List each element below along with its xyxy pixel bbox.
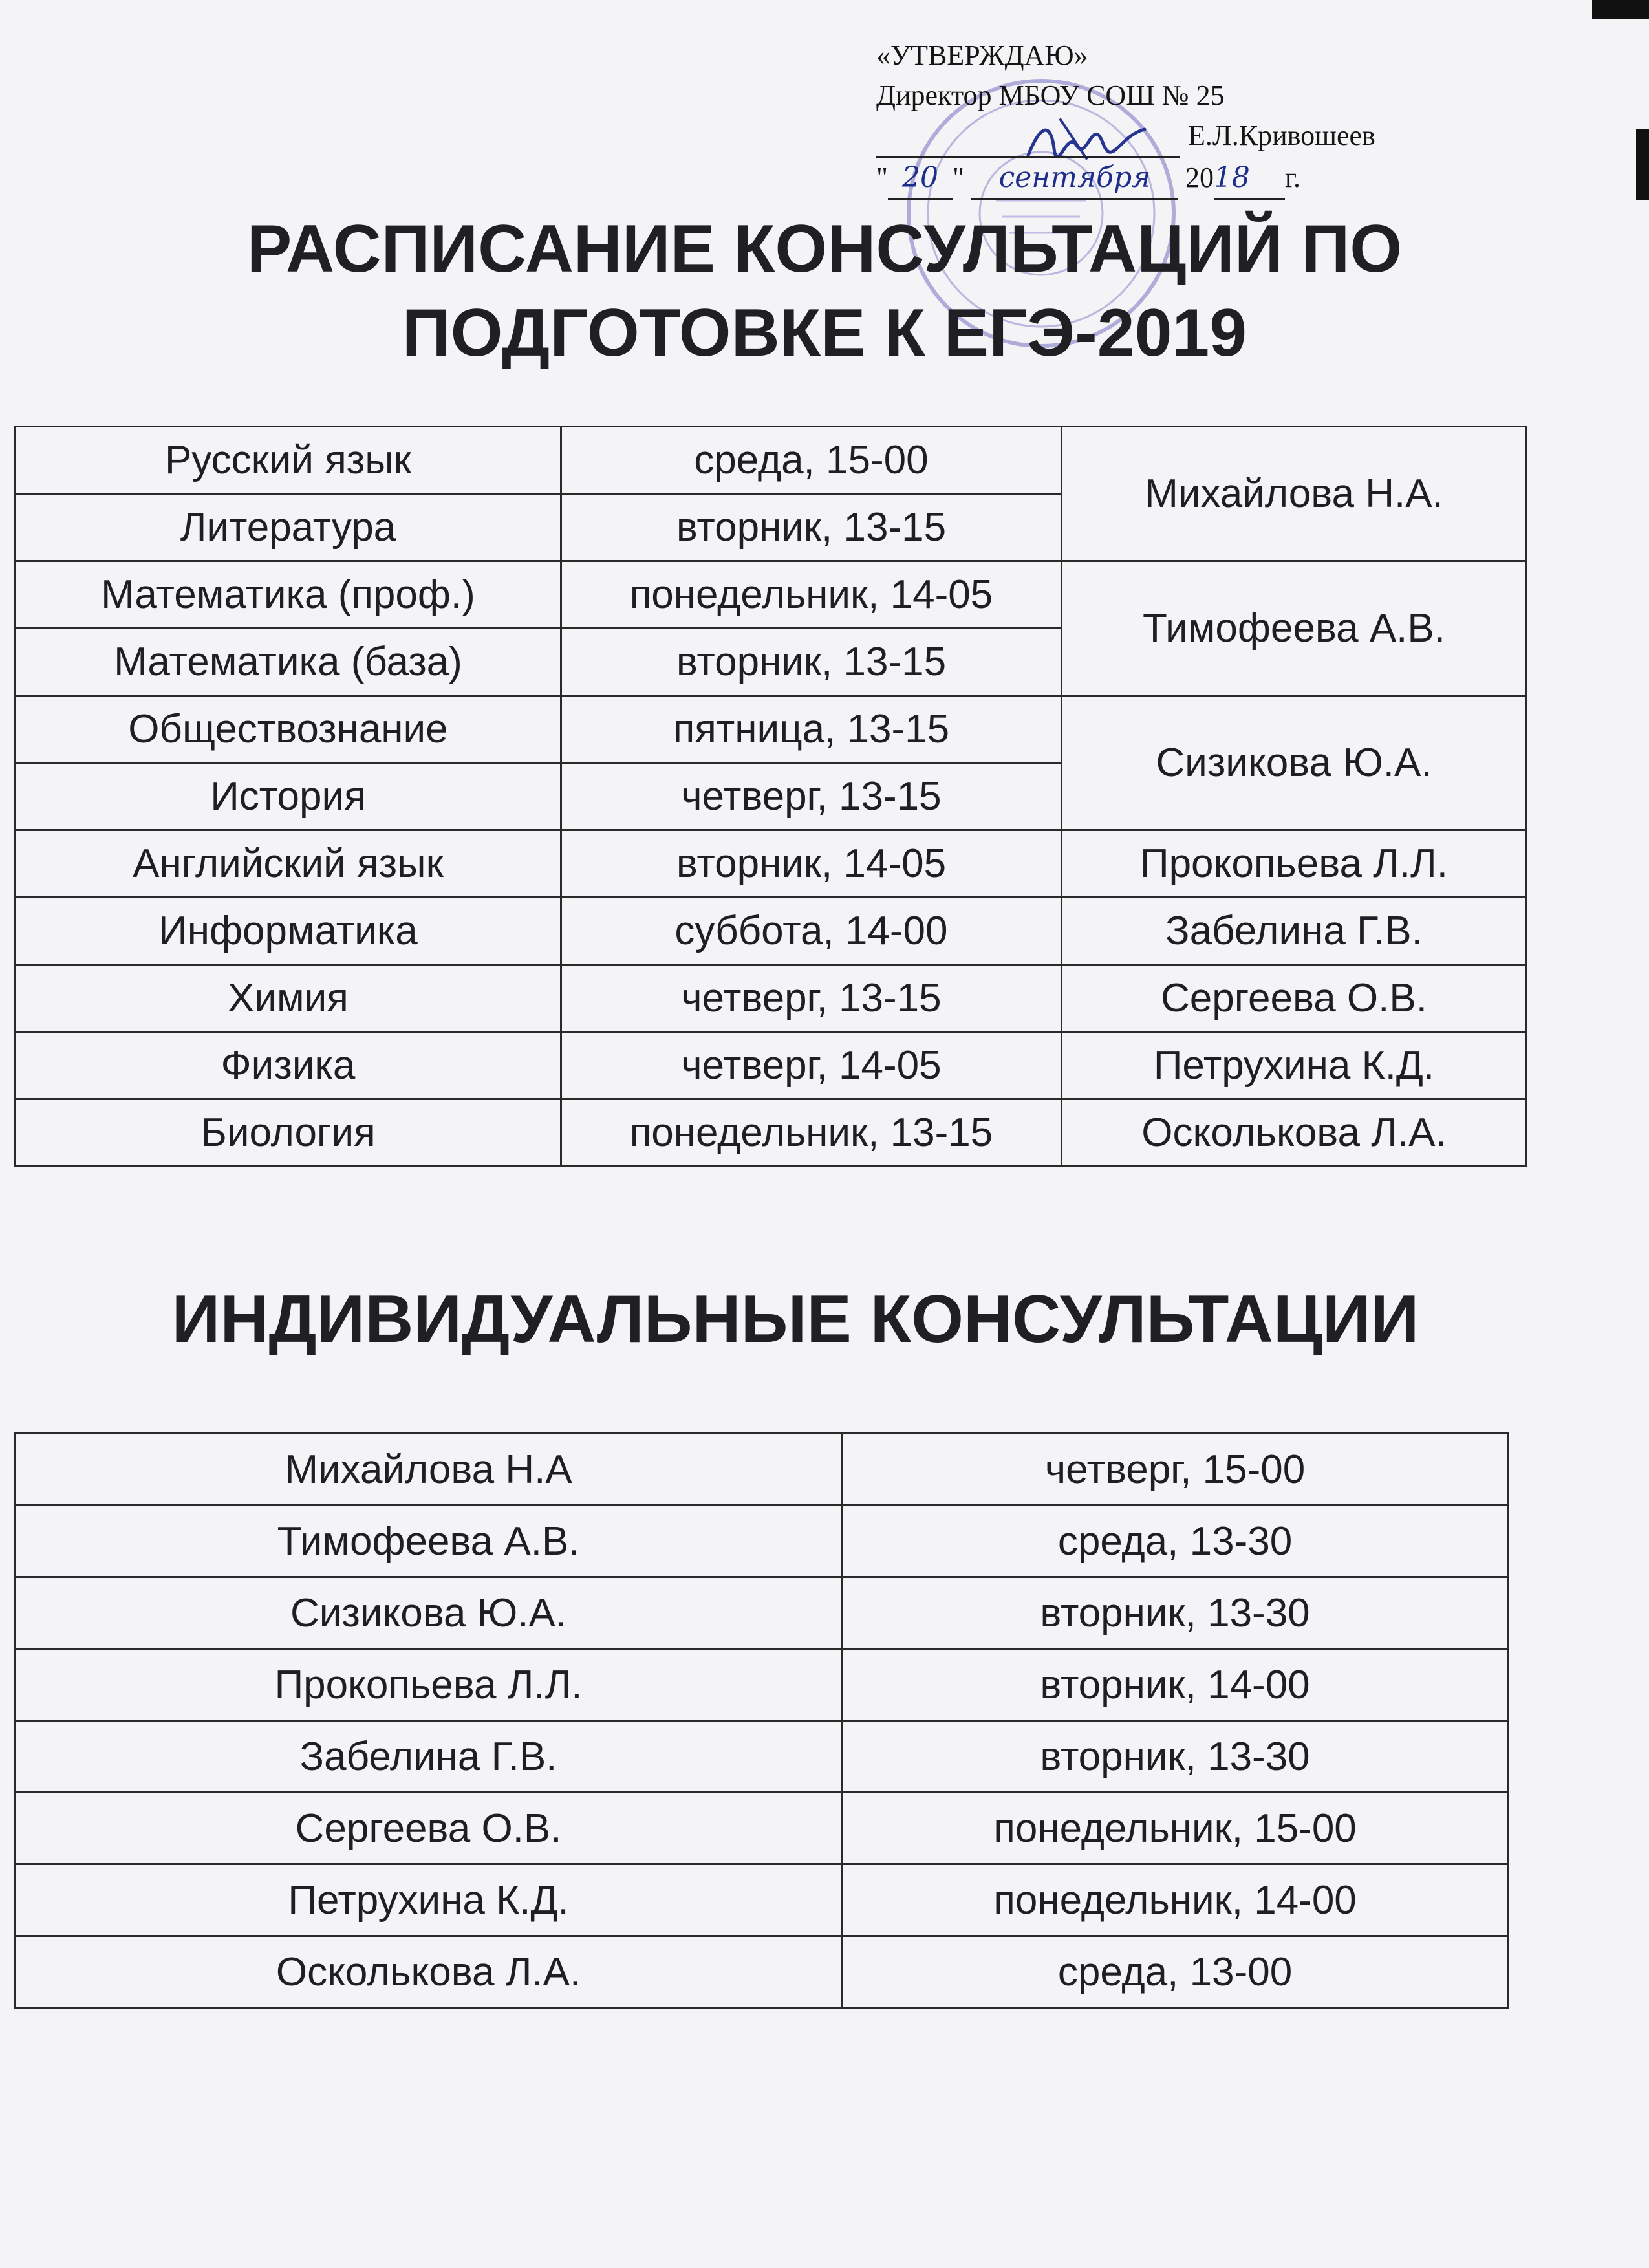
time-cell: вторник, 13-30 <box>842 1577 1509 1649</box>
teacher-cell: Сизикова Ю.А. <box>16 1577 842 1649</box>
teacher-cell: Михайлова Н.А <box>16 1434 842 1506</box>
teacher-cell: Сергеева О.В. <box>1062 965 1527 1032</box>
table-row <box>16 1577 1509 1649</box>
subject-cell: Литература <box>16 494 561 561</box>
time-cell: вторник, 13-30 <box>842 1721 1509 1793</box>
table-row <box>16 898 1527 965</box>
year-blank <box>1246 158 1285 200</box>
approval-date <box>876 158 1375 200</box>
date-day: 20 <box>888 158 953 200</box>
teacher-cell: Прокопьева Л.Л. <box>1062 830 1527 898</box>
scan-edge-mark <box>1636 129 1649 200</box>
page-title-line-2: ПОДГОТОВКЕ К ЕГЭ-2019 <box>402 296 1247 371</box>
time-cell: вторник, 14-00 <box>842 1649 1509 1721</box>
teacher-cell: Тимофеева А.В. <box>16 1506 842 1577</box>
table-row <box>16 1864 1509 1936</box>
subject-cell: Обществознание <box>16 696 561 763</box>
approval-block <box>876 36 1375 200</box>
table-row <box>16 427 1527 494</box>
time-cell: понедельник, 13-15 <box>561 1099 1061 1167</box>
table-row <box>16 1032 1527 1099</box>
scan-edge-mark <box>1592 0 1649 19</box>
teacher-cell: Петрухина К.Д. <box>1062 1032 1527 1099</box>
approval-signature-line <box>876 116 1375 158</box>
subject-cell: Биология <box>16 1099 561 1167</box>
director-name: Е.Л.Кривошеев <box>1188 120 1375 151</box>
year-prefix: 20 <box>1185 162 1214 193</box>
teacher-cell: Осколькова Л.А. <box>16 1936 842 2008</box>
time-cell: вторник, 14-05 <box>561 830 1061 898</box>
date-close-quote: " <box>952 162 964 193</box>
table-row <box>16 561 1527 629</box>
teacher-cell: Сизикова Ю.А. <box>1062 696 1527 830</box>
table-row <box>16 965 1527 1032</box>
subject-cell: Математика (проф.) <box>16 561 561 629</box>
time-cell: среда, 13-00 <box>842 1936 1509 2008</box>
teacher-cell: Забелина Г.В. <box>16 1721 842 1793</box>
teacher-cell: Забелина Г.В. <box>1062 898 1527 965</box>
year-end: г. <box>1284 162 1301 193</box>
year-suffix: 18 <box>1214 158 1246 200</box>
time-cell: вторник, 13-15 <box>561 494 1061 561</box>
time-cell: пятница, 13-15 <box>561 696 1061 763</box>
subject-cell: Русский язык <box>16 427 561 494</box>
time-cell: среда, 15-00 <box>561 427 1061 494</box>
teacher-cell: Михайлова Н.А. <box>1062 427 1527 561</box>
table-row <box>16 696 1527 763</box>
table-row <box>16 1649 1509 1721</box>
subject-cell: Математика (база) <box>16 629 561 696</box>
teacher-cell: Тимофеева А.В. <box>1062 561 1527 696</box>
table-row <box>16 1434 1509 1506</box>
date-open-quote: " <box>876 162 888 193</box>
time-cell: понедельник, 14-05 <box>561 561 1061 629</box>
time-cell: четверг, 13-15 <box>561 763 1061 830</box>
subject-cell: Информатика <box>16 898 561 965</box>
subject-cell: История <box>16 763 561 830</box>
teacher-cell: Сергеева О.В. <box>16 1793 842 1864</box>
subject-schedule-table <box>14 426 1527 1167</box>
table-row <box>16 1936 1509 2008</box>
subject-cell: Английский язык <box>16 830 561 898</box>
page-title-line-1: РАСПИСАНИЕ КОНСУЛЬТАЦИЙ ПО <box>246 211 1403 286</box>
teacher-cell: Петрухина К.Д. <box>16 1864 842 1936</box>
approval-position: Директор МБОУ СОШ № 25 <box>876 80 1225 111</box>
time-cell: суббота, 14-00 <box>561 898 1061 965</box>
time-cell: четверг, 14-05 <box>561 1032 1061 1099</box>
subject-cell: Физика <box>16 1032 561 1099</box>
time-cell: четверг, 13-15 <box>561 965 1061 1032</box>
table-row <box>16 1721 1509 1793</box>
date-month: сентября <box>971 158 1178 200</box>
time-cell: вторник, 13-15 <box>561 629 1061 696</box>
table-row <box>16 830 1527 898</box>
signature-blank <box>876 116 1180 158</box>
page-title <box>0 207 1649 375</box>
approval-heading: «УТВЕРЖДАЮ» <box>876 39 1088 71</box>
time-cell: среда, 13-30 <box>842 1506 1509 1577</box>
subject-cell: Химия <box>16 965 561 1032</box>
table-row <box>16 1506 1509 1577</box>
time-cell: понедельник, 15-00 <box>842 1793 1509 1864</box>
time-cell: четверг, 15-00 <box>842 1434 1509 1506</box>
individual-schedule-table <box>14 1432 1509 2009</box>
individual-title: ИНДИВИДУАЛЬНЫЕ КОНСУЛЬТАЦИИ <box>171 1282 1419 1357</box>
table-row <box>16 1793 1509 1864</box>
teacher-cell: Прокопьева Л.Л. <box>16 1649 842 1721</box>
time-cell: понедельник, 14-00 <box>842 1864 1509 1936</box>
teacher-cell: Осколькова Л.А. <box>1062 1099 1527 1167</box>
table-row <box>16 1099 1527 1167</box>
